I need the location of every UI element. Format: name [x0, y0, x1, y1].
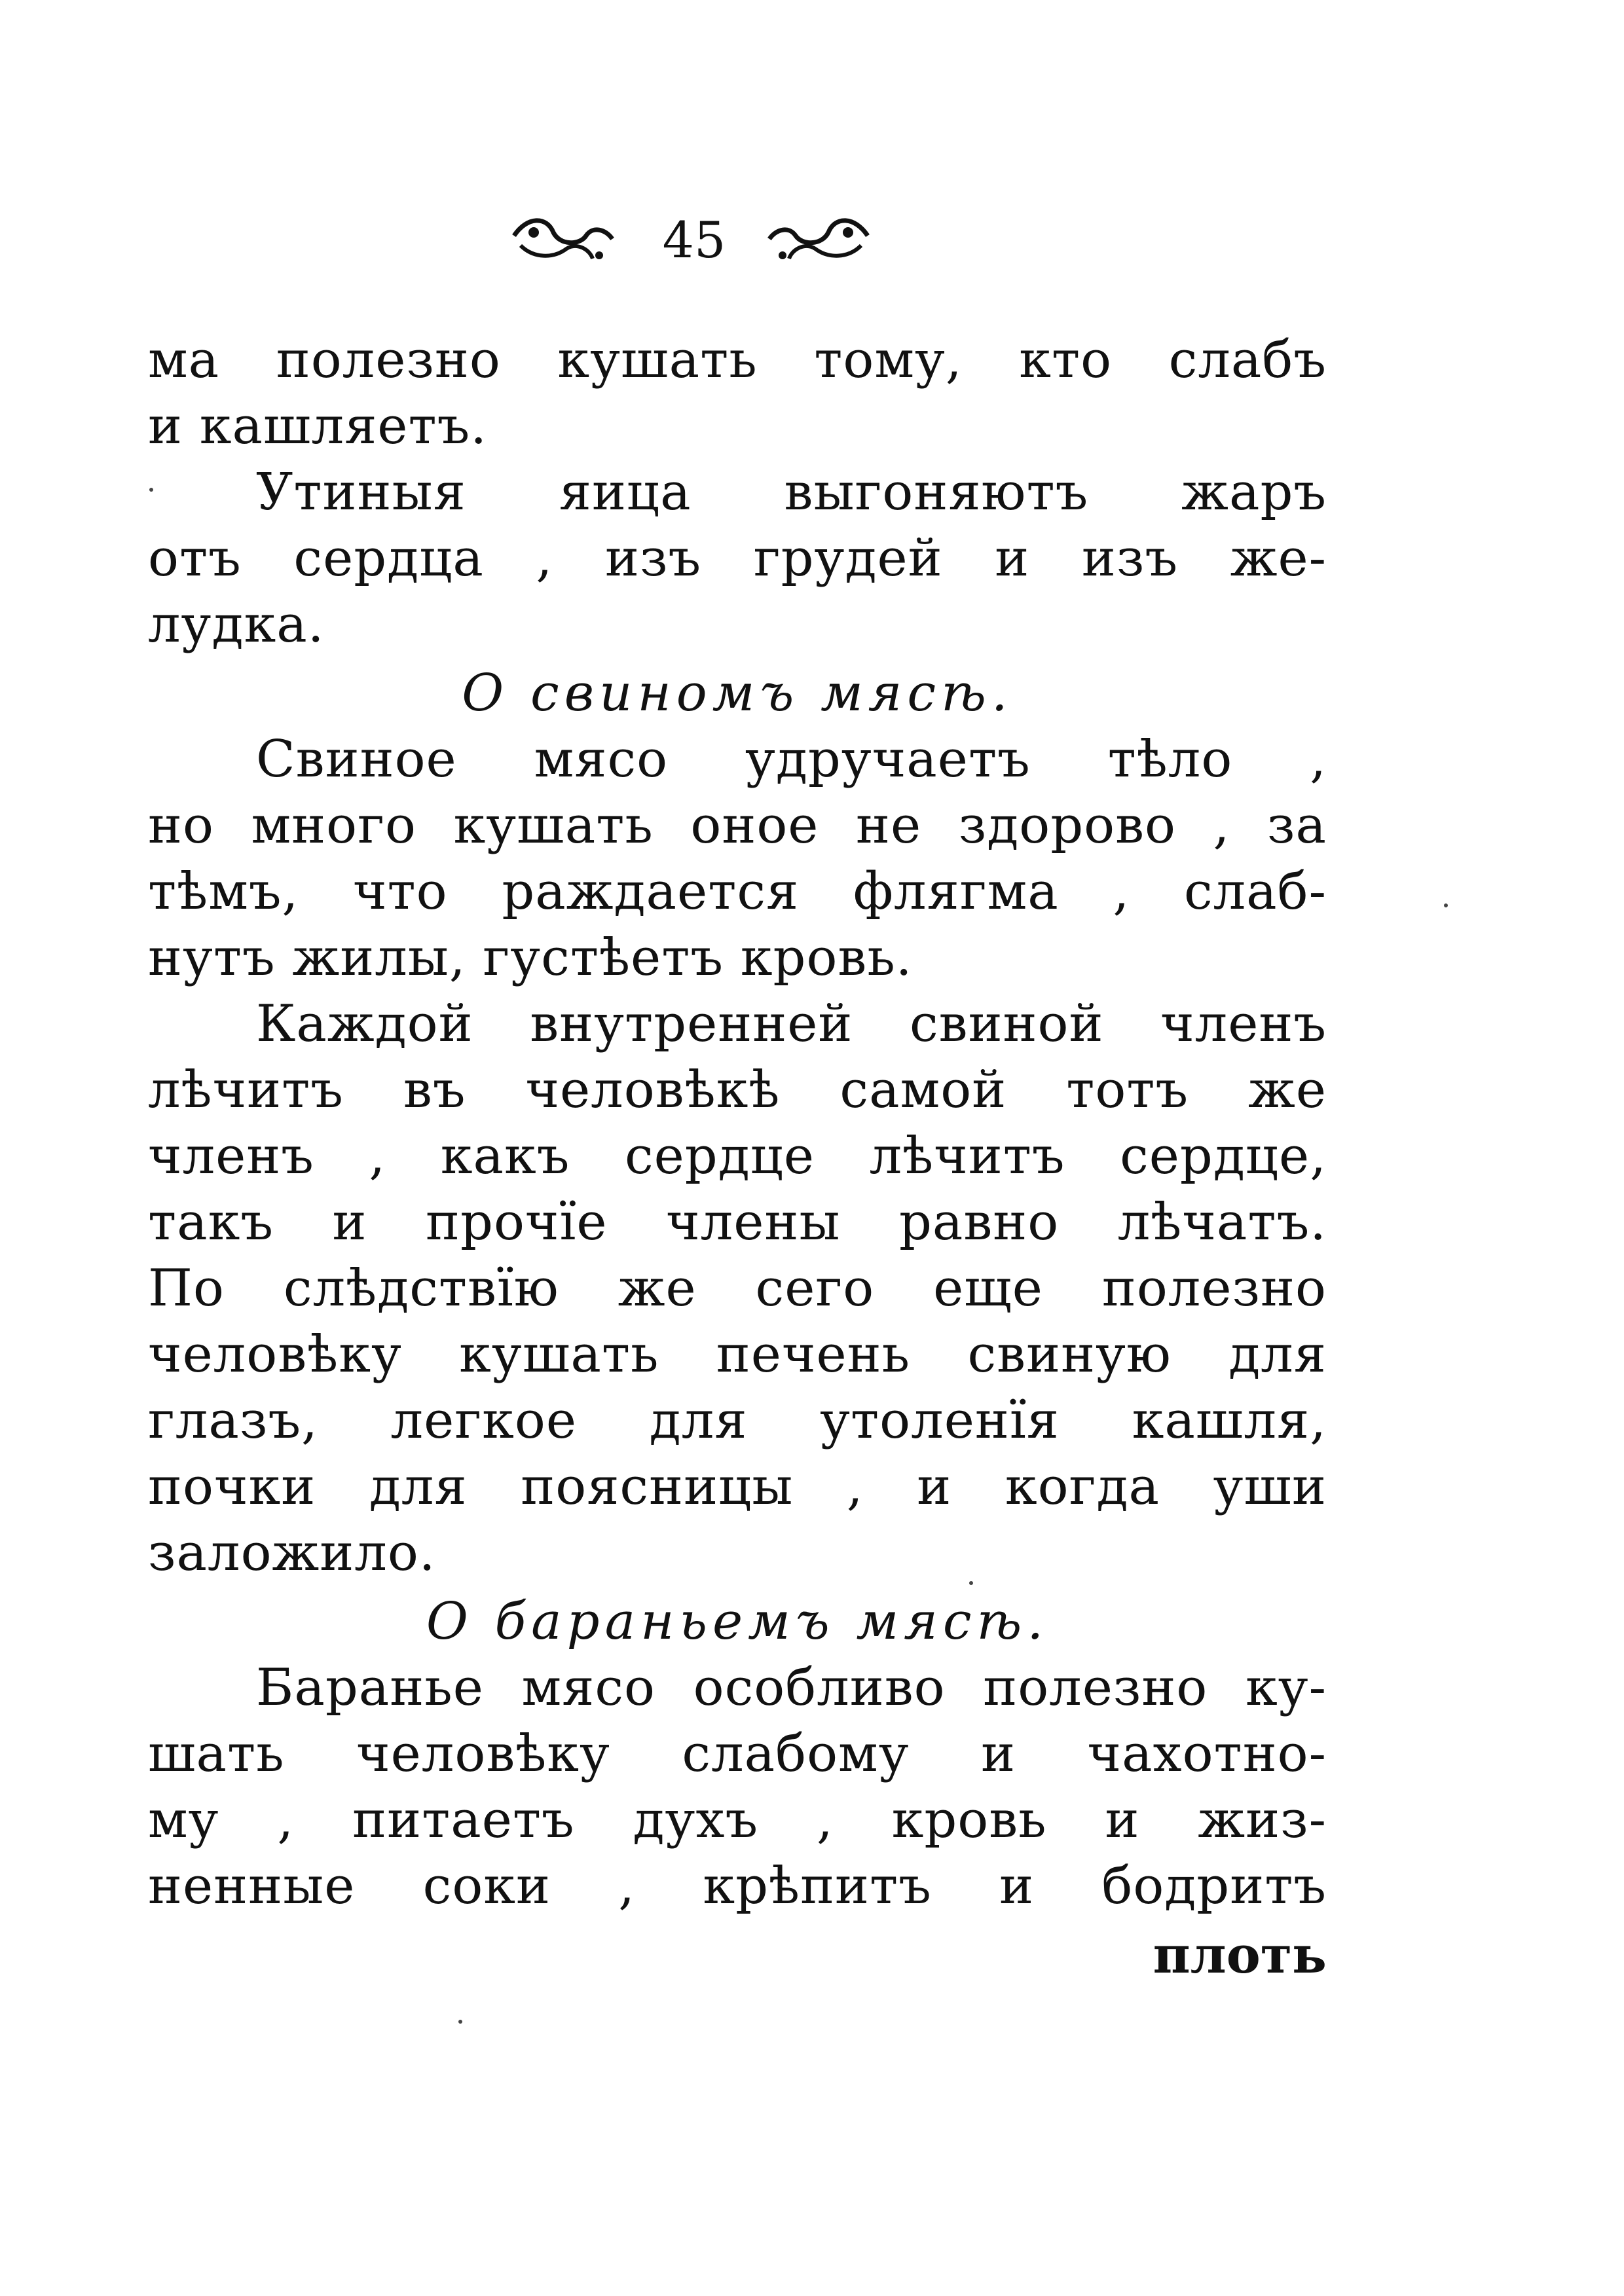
ornament-left-icon	[507, 210, 619, 268]
page-header	[0, 196, 1624, 275]
text-line: Каждой внутренней свиной членъ	[256, 994, 1327, 1053]
page-number: 45	[662, 211, 726, 269]
paper-speck	[149, 488, 153, 492]
paper-speck	[458, 2020, 462, 2024]
text-line: лѣчитъ въ человѣкѣ самой тотъ же	[148, 1061, 1327, 1120]
text-line: почки для поясницы , и когда уши	[148, 1457, 1327, 1516]
text-line: ненные соки , крѣпитъ и бодритъ	[148, 1857, 1327, 1916]
text-line: нутъ жилы, густѣетъ кровь.	[148, 928, 913, 987]
text-line: Утиныя яица выгоняютъ жаръ	[256, 463, 1327, 522]
text-line: такъ и прочїе члены равно лѣчатъ.	[148, 1193, 1327, 1252]
section-heading: О свиномъ мясѣ.	[462, 664, 1013, 723]
ornament-right-icon	[763, 210, 874, 268]
paper-speck	[969, 1581, 973, 1585]
text-line: членъ , какъ сердце лѣчитъ сердце,	[148, 1127, 1327, 1186]
text-line: шать человѣку слабому и чахотно-	[148, 1724, 1327, 1783]
text-line: Свиное мясо удручаетъ тѣло ,	[256, 730, 1327, 789]
text-block	[148, 327, 1327, 1988]
text-line: тѣмъ, что раждается флягма , слаб-	[148, 862, 1327, 921]
text-line: Баранье мясо особливо полезно ку-	[256, 1658, 1327, 1717]
section-heading: О бараньемъ мясѣ.	[426, 1592, 1049, 1651]
text-line: заложило.	[148, 1523, 436, 1582]
text-line: но много кушать оное не здорово , за	[148, 796, 1327, 855]
catchword: плоть	[1153, 1925, 1327, 1985]
paper-speck	[1444, 903, 1448, 907]
text-line: и кашляетъ.	[148, 397, 488, 456]
text-line: человѣку кушать печень свиную для	[148, 1325, 1327, 1384]
text-line: отъ сердца , изъ грудей и изъ же-	[148, 529, 1327, 588]
text-line: му , питаетъ духъ , кровь и жиз-	[148, 1791, 1327, 1850]
text-line: лудка.	[148, 595, 325, 654]
text-line: глазъ, легкое для утоленїя кашля,	[148, 1391, 1327, 1450]
text-line: По слѣдствїю же сего еще полезно	[148, 1259, 1327, 1318]
text-line: ма полезно кушать тому, кто слабъ	[148, 331, 1327, 390]
